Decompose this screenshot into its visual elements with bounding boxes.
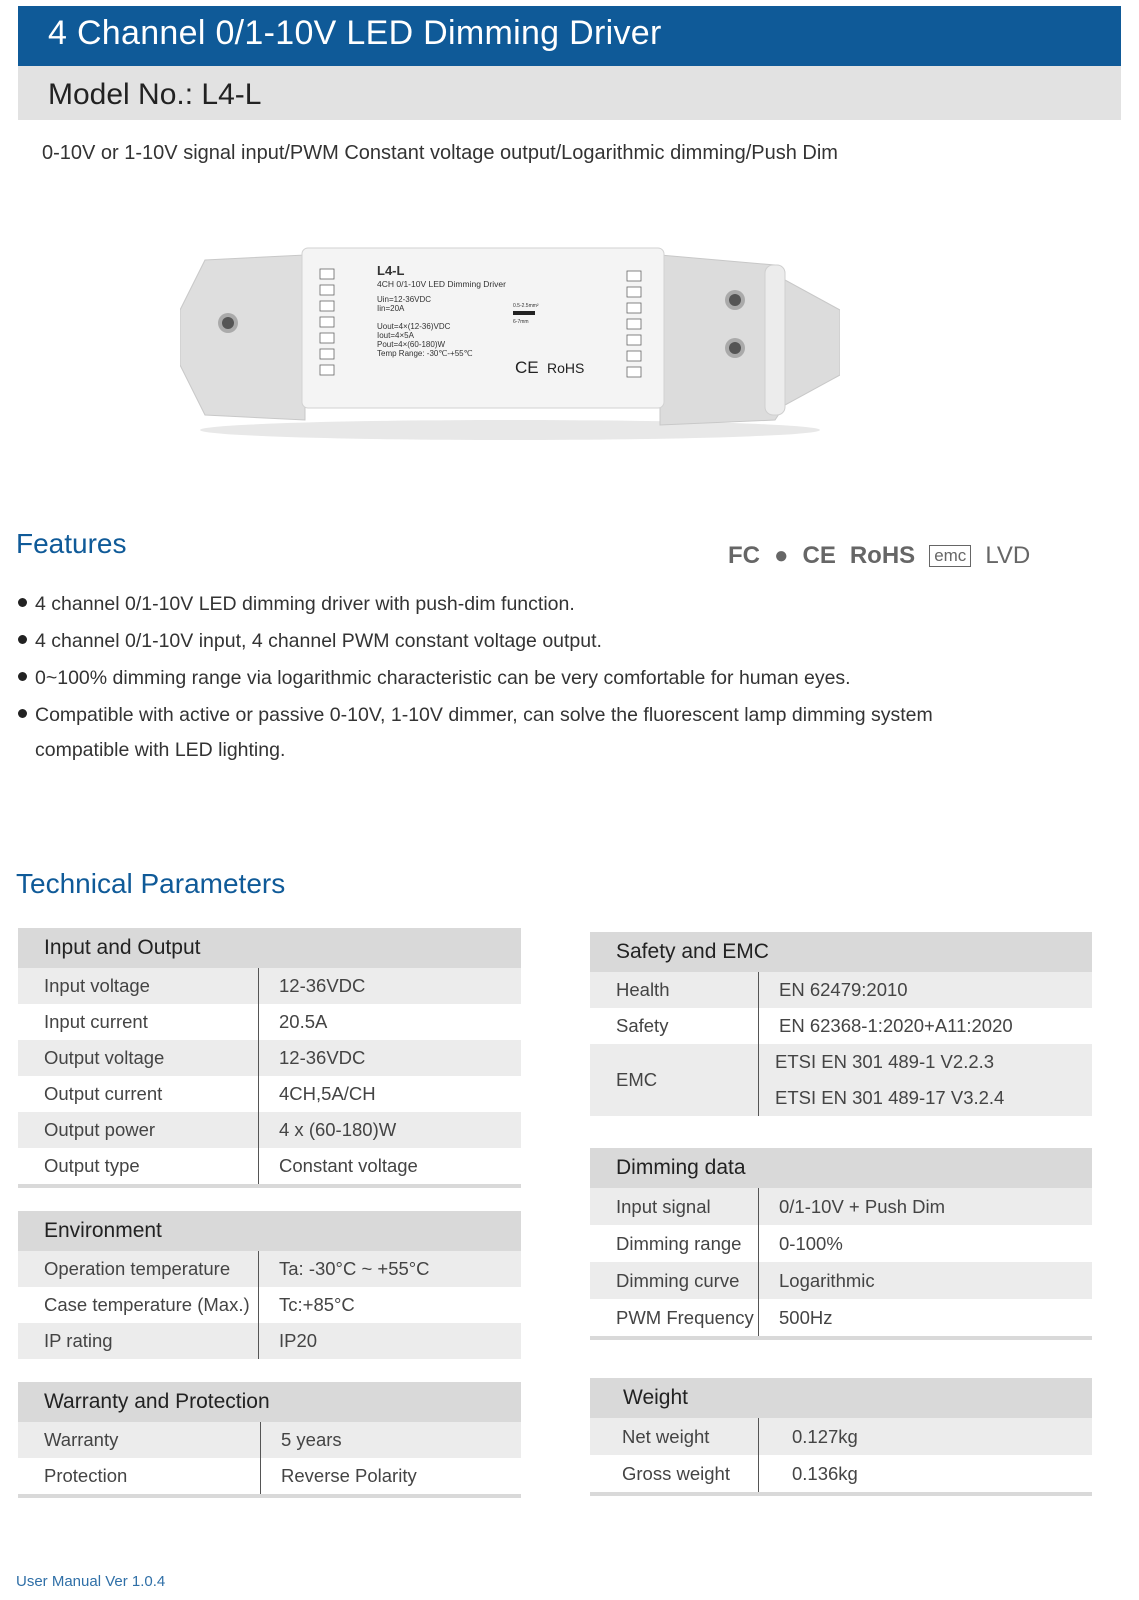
table-row: Input signal 0/1-10V + Push Dim [590,1188,1092,1225]
label-rohs: RoHS [547,360,585,376]
label-pout: Pout=4×(60-180)W [377,340,446,349]
table-row: Output voltage 12-36VDC [18,1040,521,1076]
technical-parameters-heading: Technical Parameters [16,868,286,899]
c-logo: ● [774,542,789,569]
table-row: Output type Constant voltage [18,1148,521,1184]
table-weight [590,1418,1092,1496]
fc-logo: FC [728,542,760,569]
product-image [180,245,840,445]
label-strip: 6-7mm [513,319,529,325]
table-safety-emc [590,972,1092,1116]
feature-item: 4 channel 0/1-10V LED dimming driver with push-dim function. [18,593,575,616]
table-row: Case temperature (Max.) Tc:+85°C [18,1287,521,1323]
label-name: 4CH 0/1-10V LED Dimming Driver [377,279,506,289]
label-ce: CE [515,358,539,377]
table-row: Input current 20.5A [18,1004,521,1040]
label-model: L4-L [377,263,405,278]
table-row: Input voltage 12-36VDC [18,968,521,1004]
footer-version: User Manual Ver 1.0.4 [16,1573,166,1590]
label-iin: Iin=20A [377,304,405,313]
feature-item: Compatible with active or passive 0-10V, 1-10V dimmer, can solve the fluorescent lamp dimming system [18,704,933,727]
table-row: Dimming curve Logarithmic [590,1262,1092,1299]
table-row: Operation temperature Ta: -30°C ~ +55°C [18,1251,521,1287]
page-title: 4 Channel 0/1-10V LED Dimming Driver [48,14,662,52]
section-safety-emc: Safety and EMC [590,932,1092,972]
label-uin: Uin=12-36VDC [377,295,432,304]
section-warranty: Warranty and Protection [18,1382,521,1422]
table-row: Output power 4 x (60-180)W [18,1112,521,1148]
feature-item-continued: compatible with LED lighting. [35,739,286,761]
table-row: PWM Frequency 500Hz [590,1299,1092,1336]
emc-logo: emc [929,545,971,567]
table-row: Gross weight 0.136kg [590,1455,1092,1492]
table-row: Safety EN 62368-1:2020+A11:2020 [590,1008,1092,1044]
lvd-logo: LVD [985,542,1031,569]
section-environment: Environment [18,1211,521,1251]
table-dimming-data [590,1188,1092,1340]
table-row: Dimming range 0-100% [590,1225,1092,1262]
table-row: Warranty 5 years [18,1422,521,1458]
table-environment [18,1251,521,1359]
model-number: Model No.: L4-L [48,78,262,111]
table-row: Net weight 0.127kg [590,1418,1092,1455]
table-row: EMC ETSI EN 301 489-1 V2.2.3 ETSI EN 301 489-17 V3.2.4 [590,1044,1092,1116]
ce-logo: CE [802,542,836,569]
table-row: Output current 4CH,5A/CH [18,1076,521,1112]
section-dimming-data: Dimming data [590,1148,1092,1188]
label-wire: 0.5-2.5mm² [513,303,539,309]
label-iout: Iout=4×5A [377,331,414,340]
table-input-output [18,968,521,1188]
certification-logos [728,541,1031,571]
feature-item: 0~100% dimming range via logarithmic characteristic can be very comfortable for human eyes. [18,667,851,690]
features-heading: Features [16,528,127,559]
section-input-output: Input and Output [18,928,521,968]
table-warranty [18,1422,521,1498]
rohs-logo: RoHS [849,542,916,569]
label-uout: Uout=4×(12-36)VDC [377,322,451,331]
feature-item: 4 channel 0/1-10V input, 4 channel PWM constant voltage output. [18,630,602,653]
table-row: Health EN 62479:2010 [590,972,1092,1008]
product-subtitle: 0-10V or 1-10V signal input/PWM Constant voltage output/Logarithmic dimming/Push Dim [42,142,838,164]
label-temp: Temp Range: -30℃-+55℃ [377,349,473,358]
section-weight: Weight [590,1378,1092,1418]
table-row: IP rating IP20 [18,1323,521,1359]
table-row: Protection Reverse Polarity [18,1458,521,1494]
